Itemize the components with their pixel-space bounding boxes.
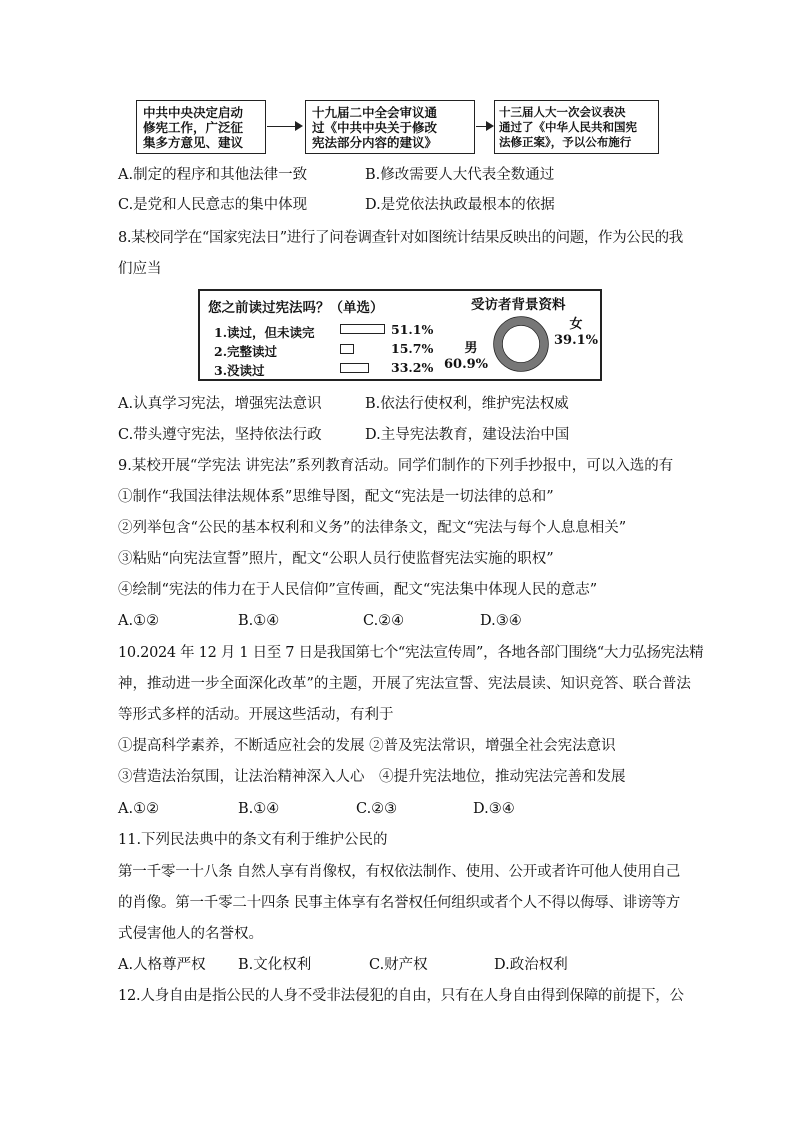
survey-bar-1 (340, 324, 385, 334)
survey-female-pct: 39.1% (554, 333, 599, 348)
q10-stem-line-3: 等形式多样的活动。开展这些活动，有利于 (118, 707, 394, 723)
q8-stem-line-2: 们应当 (118, 261, 162, 277)
flow-box-2-line: 十九届二中全会审议通 (312, 105, 438, 120)
survey-male-label (444, 341, 488, 373)
q9-stem: 9.某校开展“学宪法 讲宪法”系列教育活动。同学们制作的下列手抄报中，可以入选的有 (118, 458, 674, 474)
q11-option-b: B.文化权利 (238, 957, 312, 973)
survey-row-label-2: 2.完整读过 (214, 344, 278, 359)
survey-row-pct-3: 33.2% (391, 360, 434, 375)
survey-figure (198, 289, 602, 381)
q11-option-d: D.政治权利 (494, 957, 568, 973)
q10-stem-line-1: 10.2024 年 12 月 1 日至 7 日是我国第七个“宪法宣传周”，各地各部门围绕“大力弘扬宪法精 (118, 645, 704, 661)
flow-box-2-line: 宪法部分内容的建议》 (312, 135, 438, 150)
q10-items-1-2: ①提高科学素养，不断适应社会的发展 ②普及宪法常识，增强全社会宪法意识 (118, 738, 616, 754)
survey-bar-2 (340, 344, 354, 354)
q7-option-c: C.是党和人民意志的集中体现 (118, 197, 308, 213)
flow-box-3-line: 法修正案》，予以公布施行 (499, 135, 632, 149)
q8-option-b: B.依法行使权利，维护宪法权威 (365, 396, 569, 412)
flow-arrow-1 (267, 126, 301, 127)
survey-female-label (554, 317, 598, 349)
q10-option-b: B.①④ (238, 801, 280, 817)
q8-option-a: A.认真学习宪法，增强宪法意识 (118, 396, 322, 412)
q10-option-a: A.①② (118, 801, 160, 817)
survey-row-pct-2: 15.7% (391, 341, 434, 356)
survey-row-label-1: 1.读过，但未读完 (214, 325, 315, 340)
survey-row-pct-1: 51.1% (391, 322, 434, 337)
survey-female-label-text: 女 (569, 317, 583, 332)
q8-stem-line-1: 8.某校同学在“国家宪法日”进行了问卷调查针对如图统计结果反映出的问题，作为公民的我 (118, 230, 683, 246)
q7-option-a: A.制定的程序和其他法律一致 (118, 167, 308, 183)
q11-option-a: A.人格尊严权 (118, 957, 206, 973)
q11-option-c: C.财产权 (369, 957, 428, 973)
q8-option-d: D.主导宪法教育，建设法治中国 (365, 427, 570, 443)
flow-arrow-2 (476, 126, 492, 127)
q8-option-c: C.带头遵守宪法，坚持依法行政 (118, 427, 322, 443)
q7-option-b: B.修改需要人大代表全数通过 (365, 167, 555, 183)
flow-box-1-line: 修宪工作，广泛征 (143, 120, 244, 135)
q9-option-b: B.①④ (238, 613, 280, 629)
q10-option-d: D.③④ (473, 801, 515, 817)
flow-box-3-line: 十三届人大一次会议表决 (499, 105, 626, 119)
q11-article-line-1: 第一千零一十八条 自然人享有肖像权，有权依法制作、使用、公开或者许可他人使用自己 (118, 864, 681, 880)
q9-option-a: A.①② (118, 613, 160, 629)
flow-box-3-line: 通过了《中华人民共和国宪 (499, 120, 637, 134)
q9-item-2: ②列举包含“公民的基本权利和义务”的法律条文，配文“宪法与每个人息息相关” (118, 520, 627, 536)
flow-box-1-line: 集多方意见、建议 (143, 135, 244, 150)
q9-option-d: D.③④ (480, 613, 522, 629)
q11-stem: 11.下列民法典中的条文有利于维护公民的 (118, 832, 388, 848)
survey-row-label-3: 3.没读过 (214, 363, 265, 378)
q11-article-line-2: 的肖像。第一千零二十四条 民事主体享有名誉权任何组织或者个人不得以侮辱、诽谤等方 (118, 895, 681, 911)
flow-box-1 (136, 100, 266, 154)
survey-title: 您之前读过宪法吗？（单选） (208, 300, 384, 316)
q12-stem-line-1: 12.人身自由是指公民的人身不受非法侵犯的自由，只有在人身自由得到保障的前提下，公 (118, 988, 684, 1004)
q10-option-c: C.②③ (356, 801, 398, 817)
q10-stem-line-2: 神，推动进一步全面深化改革”的主题，开展了宪法宣誓、宪法晨读、知识竞答、联合普法 (118, 676, 691, 692)
q10-items-3-4: ③营造法治氛围，让法治精神深入人心 ④提升宪法地位，推动宪法完善和发展 (118, 769, 626, 785)
q9-item-3: ③粘贴“向宪法宣誓”照片，配文“公职人员行使监督宪法实施的职权” (118, 551, 554, 567)
flow-box-2-line: 过《中共中央关于修改 (312, 120, 438, 135)
survey-background-title: 受访者背景资料 (471, 297, 566, 313)
survey-male-label-text: 男 (464, 341, 478, 356)
q7-option-d: D.是党依法执政最根本的依据 (365, 197, 555, 213)
flow-box-1-line: 中共中央决定启动 (143, 105, 244, 120)
survey-bar-3 (340, 363, 369, 373)
q9-item-1: ①制作“我国法律法规体系”思维导图，配文“宪法是一切法律的总和” (118, 489, 554, 505)
q9-option-c: C.②④ (363, 613, 405, 629)
q9-item-4: ④绘制“宪法的伟力在于人民信仰”宣传画，配文“宪法集中体现人民的意志” (118, 582, 598, 598)
flow-box-2 (305, 100, 475, 154)
survey-gender-donut (488, 311, 554, 377)
q11-article-line-3: 式侵害他人的名誉权。 (118, 926, 263, 942)
flow-box-3 (494, 100, 659, 154)
survey-male-pct: 60.9% (444, 357, 489, 372)
